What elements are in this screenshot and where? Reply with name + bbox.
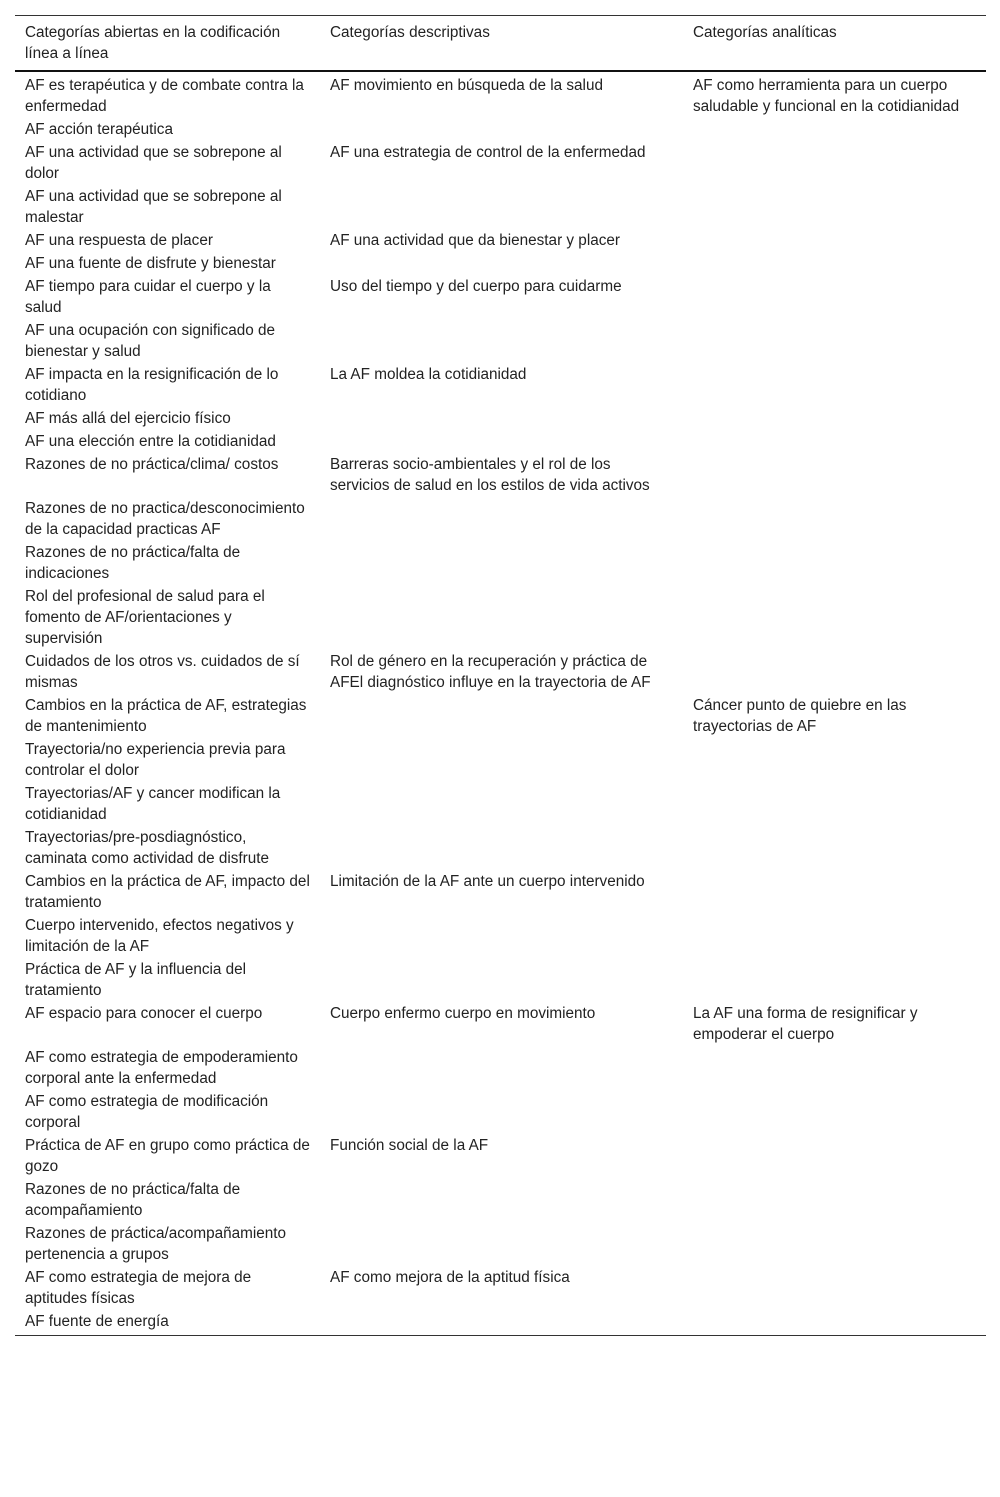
open-category-cell: AF una actividad que se sobrepone al malestar (25, 188, 282, 226)
table-row (15, 1178, 986, 1222)
open-category-cell: AF como estrategia de modificación corporal (25, 1093, 269, 1131)
descriptive-category-cell: Función social de la AF (330, 1137, 489, 1154)
table-row (15, 585, 986, 650)
open-category-cell: Práctica de AF y la influencia del tratamiento (25, 961, 247, 999)
table-row (15, 650, 986, 694)
open-category-cell: Razones de práctica/acompañamiento pertenencia a grupos (25, 1225, 287, 1263)
open-category-cell: Cuerpo intervenido, efectos negativos y limitación de la AF (25, 917, 294, 955)
analytic-category-cell (683, 1310, 986, 1336)
categories-table-container (15, 15, 986, 1336)
descriptive-category-cell: Uso del tiempo y del cuerpo para cuidarme (330, 278, 622, 295)
descriptive-category-cell: AF movimiento en búsqueda de la salud (330, 77, 603, 94)
analytic-category-cell (683, 275, 986, 319)
table-row (15, 185, 986, 229)
header-descriptive-categories: Categorías descriptivas (330, 24, 490, 41)
table-row (15, 1266, 986, 1310)
open-category-cell: Trayectorias/AF y cancer modifican la cotidianidad (25, 785, 281, 823)
analytic-category-cell (683, 319, 986, 363)
table-row (15, 363, 986, 407)
analytic-category-cell (683, 585, 986, 650)
open-category-cell: AF una fuente de disfrute y bienestar (25, 255, 276, 272)
table-row (15, 870, 986, 914)
descriptive-category-cell (320, 185, 683, 229)
descriptive-category-cell (320, 541, 683, 585)
analytic-category-cell (683, 430, 986, 453)
descriptive-category-cell: AF una actividad que da bienestar y placer (330, 232, 620, 249)
descriptive-category-cell (320, 497, 683, 541)
table-row (15, 252, 986, 275)
descriptive-category-cell (320, 958, 683, 1002)
table-row (15, 1310, 986, 1336)
table-row (15, 1090, 986, 1134)
open-category-cell: Razones de no práctica/clima/ costos (25, 456, 279, 473)
table-row (15, 826, 986, 870)
descriptive-category-cell (320, 738, 683, 782)
analytic-category-cell (683, 229, 986, 252)
table-row (15, 430, 986, 453)
descriptive-category-cell (320, 782, 683, 826)
descriptive-category-cell: AF como mejora de la aptitud física (330, 1269, 570, 1286)
table-row (15, 694, 986, 738)
descriptive-category-cell: AF una estrategia de control de la enfermedad (330, 144, 646, 161)
analytic-category-cell (683, 738, 986, 782)
analytic-category-cell (683, 1090, 986, 1134)
analytic-category-cell (683, 363, 986, 407)
table-row (15, 1002, 986, 1046)
open-category-cell: AF fuente de energía (25, 1313, 169, 1330)
open-category-cell: Trayectoria/no experiencia previa para controlar el dolor (25, 741, 286, 779)
descriptive-category-cell (320, 1178, 683, 1222)
open-category-cell: AF como estrategia de mejora de aptitudes físicas (25, 1269, 252, 1307)
table-row (15, 71, 986, 118)
open-category-cell: Razones de no práctica/falta de indicaciones (25, 544, 241, 582)
table-row (15, 958, 986, 1002)
categories-table (15, 15, 986, 1336)
open-category-cell: Cambios en la práctica de AF, estrategias de mantenimiento (25, 697, 307, 735)
descriptive-category-cell: Limitación de la AF ante un cuerpo intervenido (330, 873, 645, 890)
analytic-category-cell (683, 782, 986, 826)
open-category-cell: Cambios en la práctica de AF, impacto del tratamiento (25, 873, 310, 911)
table-header (15, 16, 986, 72)
table-row (15, 407, 986, 430)
analytic-category-cell (683, 826, 986, 870)
table-row (15, 497, 986, 541)
analytic-category-cell: Cáncer punto de quiebre en las trayectorias de AF (693, 697, 907, 735)
table-row (15, 738, 986, 782)
analytic-category-cell (683, 650, 986, 694)
analytic-category-cell (683, 497, 986, 541)
analytic-category-cell (683, 1134, 986, 1178)
analytic-category-cell (683, 407, 986, 430)
analytic-category-cell (683, 914, 986, 958)
table-row (15, 229, 986, 252)
descriptive-category-cell (320, 252, 683, 275)
analytic-category-cell (683, 141, 986, 185)
open-category-cell: AF es terapéutica y de combate contra la enfermedad (25, 77, 304, 115)
table-row (15, 1222, 986, 1266)
descriptive-category-cell (320, 1046, 683, 1090)
descriptive-category-cell (320, 694, 683, 738)
header-open-categories: Categorías abiertas en la codificación línea a línea (25, 24, 281, 62)
analytic-category-cell: AF como herramienta para un cuerpo saludable y funcional en la cotidianidad (693, 77, 960, 115)
descriptive-category-cell (320, 118, 683, 141)
open-category-cell: Práctica de AF en grupo como práctica de gozo (25, 1137, 310, 1175)
analytic-category-cell (683, 185, 986, 229)
table-row (15, 118, 986, 141)
table-row (15, 914, 986, 958)
open-category-cell: AF una respuesta de placer (25, 232, 213, 249)
analytic-category-cell (683, 958, 986, 1002)
descriptive-category-cell (320, 826, 683, 870)
descriptive-category-cell (320, 1090, 683, 1134)
analytic-category-cell (683, 1046, 986, 1090)
analytic-category-cell: La AF una forma de resignificar y empoderar el cuerpo (693, 1005, 918, 1043)
open-category-cell: Cuidados de los otros vs. cuidados de sí mismas (25, 653, 300, 691)
descriptive-category-cell: La AF moldea la cotidianidad (330, 366, 527, 383)
analytic-category-cell (683, 1222, 986, 1266)
analytic-category-cell (683, 252, 986, 275)
open-category-cell: Rol del profesional de salud para el fomento de AF/orientaciones y supervisión (25, 588, 265, 647)
open-category-cell: AF como estrategia de empoderamiento corporal ante la enfermedad (25, 1049, 298, 1087)
descriptive-category-cell: Rol de género en la recuperación y práctica de AFEl diagnóstico influye en la trayectoria de AF (330, 653, 651, 691)
open-category-cell: AF impacta en la resignificación de lo cotidiano (25, 366, 279, 404)
table-row (15, 1046, 986, 1090)
descriptive-category-cell (320, 407, 683, 430)
descriptive-category-cell: Cuerpo enfermo cuerpo en movimiento (330, 1005, 596, 1022)
open-category-cell: AF una ocupación con significado de bienestar y salud (25, 322, 276, 360)
table-row (15, 319, 986, 363)
analytic-category-cell (683, 541, 986, 585)
open-category-cell: AF espacio para conocer el cuerpo (25, 1005, 263, 1022)
header-analytic-categories: Categorías analíticas (693, 24, 837, 41)
open-category-cell: Razones de no practica/desconocimiento de la capacidad practicas AF (25, 500, 305, 538)
open-category-cell: AF tiempo para cuidar el cuerpo y la salud (25, 278, 271, 316)
table-row (15, 541, 986, 585)
open-category-cell: AF una actividad que se sobrepone al dolor (25, 144, 282, 182)
descriptive-category-cell: Barreras socio-ambientales y el rol de los servicios de salud en los estilos de vida activos (330, 456, 650, 494)
table-row (15, 275, 986, 319)
analytic-category-cell (683, 118, 986, 141)
descriptive-category-cell (320, 319, 683, 363)
open-category-cell: Razones de no práctica/falta de acompañamiento (25, 1181, 241, 1219)
descriptive-category-cell (320, 430, 683, 453)
table-body (15, 71, 986, 1336)
table-row (15, 453, 986, 497)
table-row (15, 141, 986, 185)
header-row (15, 16, 986, 72)
analytic-category-cell (683, 870, 986, 914)
table-row (15, 1134, 986, 1178)
descriptive-category-cell (320, 1310, 683, 1336)
open-category-cell: AF acción terapéutica (25, 121, 173, 138)
descriptive-category-cell (320, 585, 683, 650)
descriptive-category-cell (320, 914, 683, 958)
open-category-cell: AF una elección entre la cotidianidad (25, 433, 276, 450)
table-row (15, 782, 986, 826)
analytic-category-cell (683, 453, 986, 497)
descriptive-category-cell (320, 1222, 683, 1266)
analytic-category-cell (683, 1178, 986, 1222)
open-category-cell: AF más allá del ejercicio físico (25, 410, 231, 427)
open-category-cell: Trayectorias/pre-posdiagnóstico, caminata como actividad de disfrute (25, 829, 270, 867)
analytic-category-cell (683, 1266, 986, 1310)
